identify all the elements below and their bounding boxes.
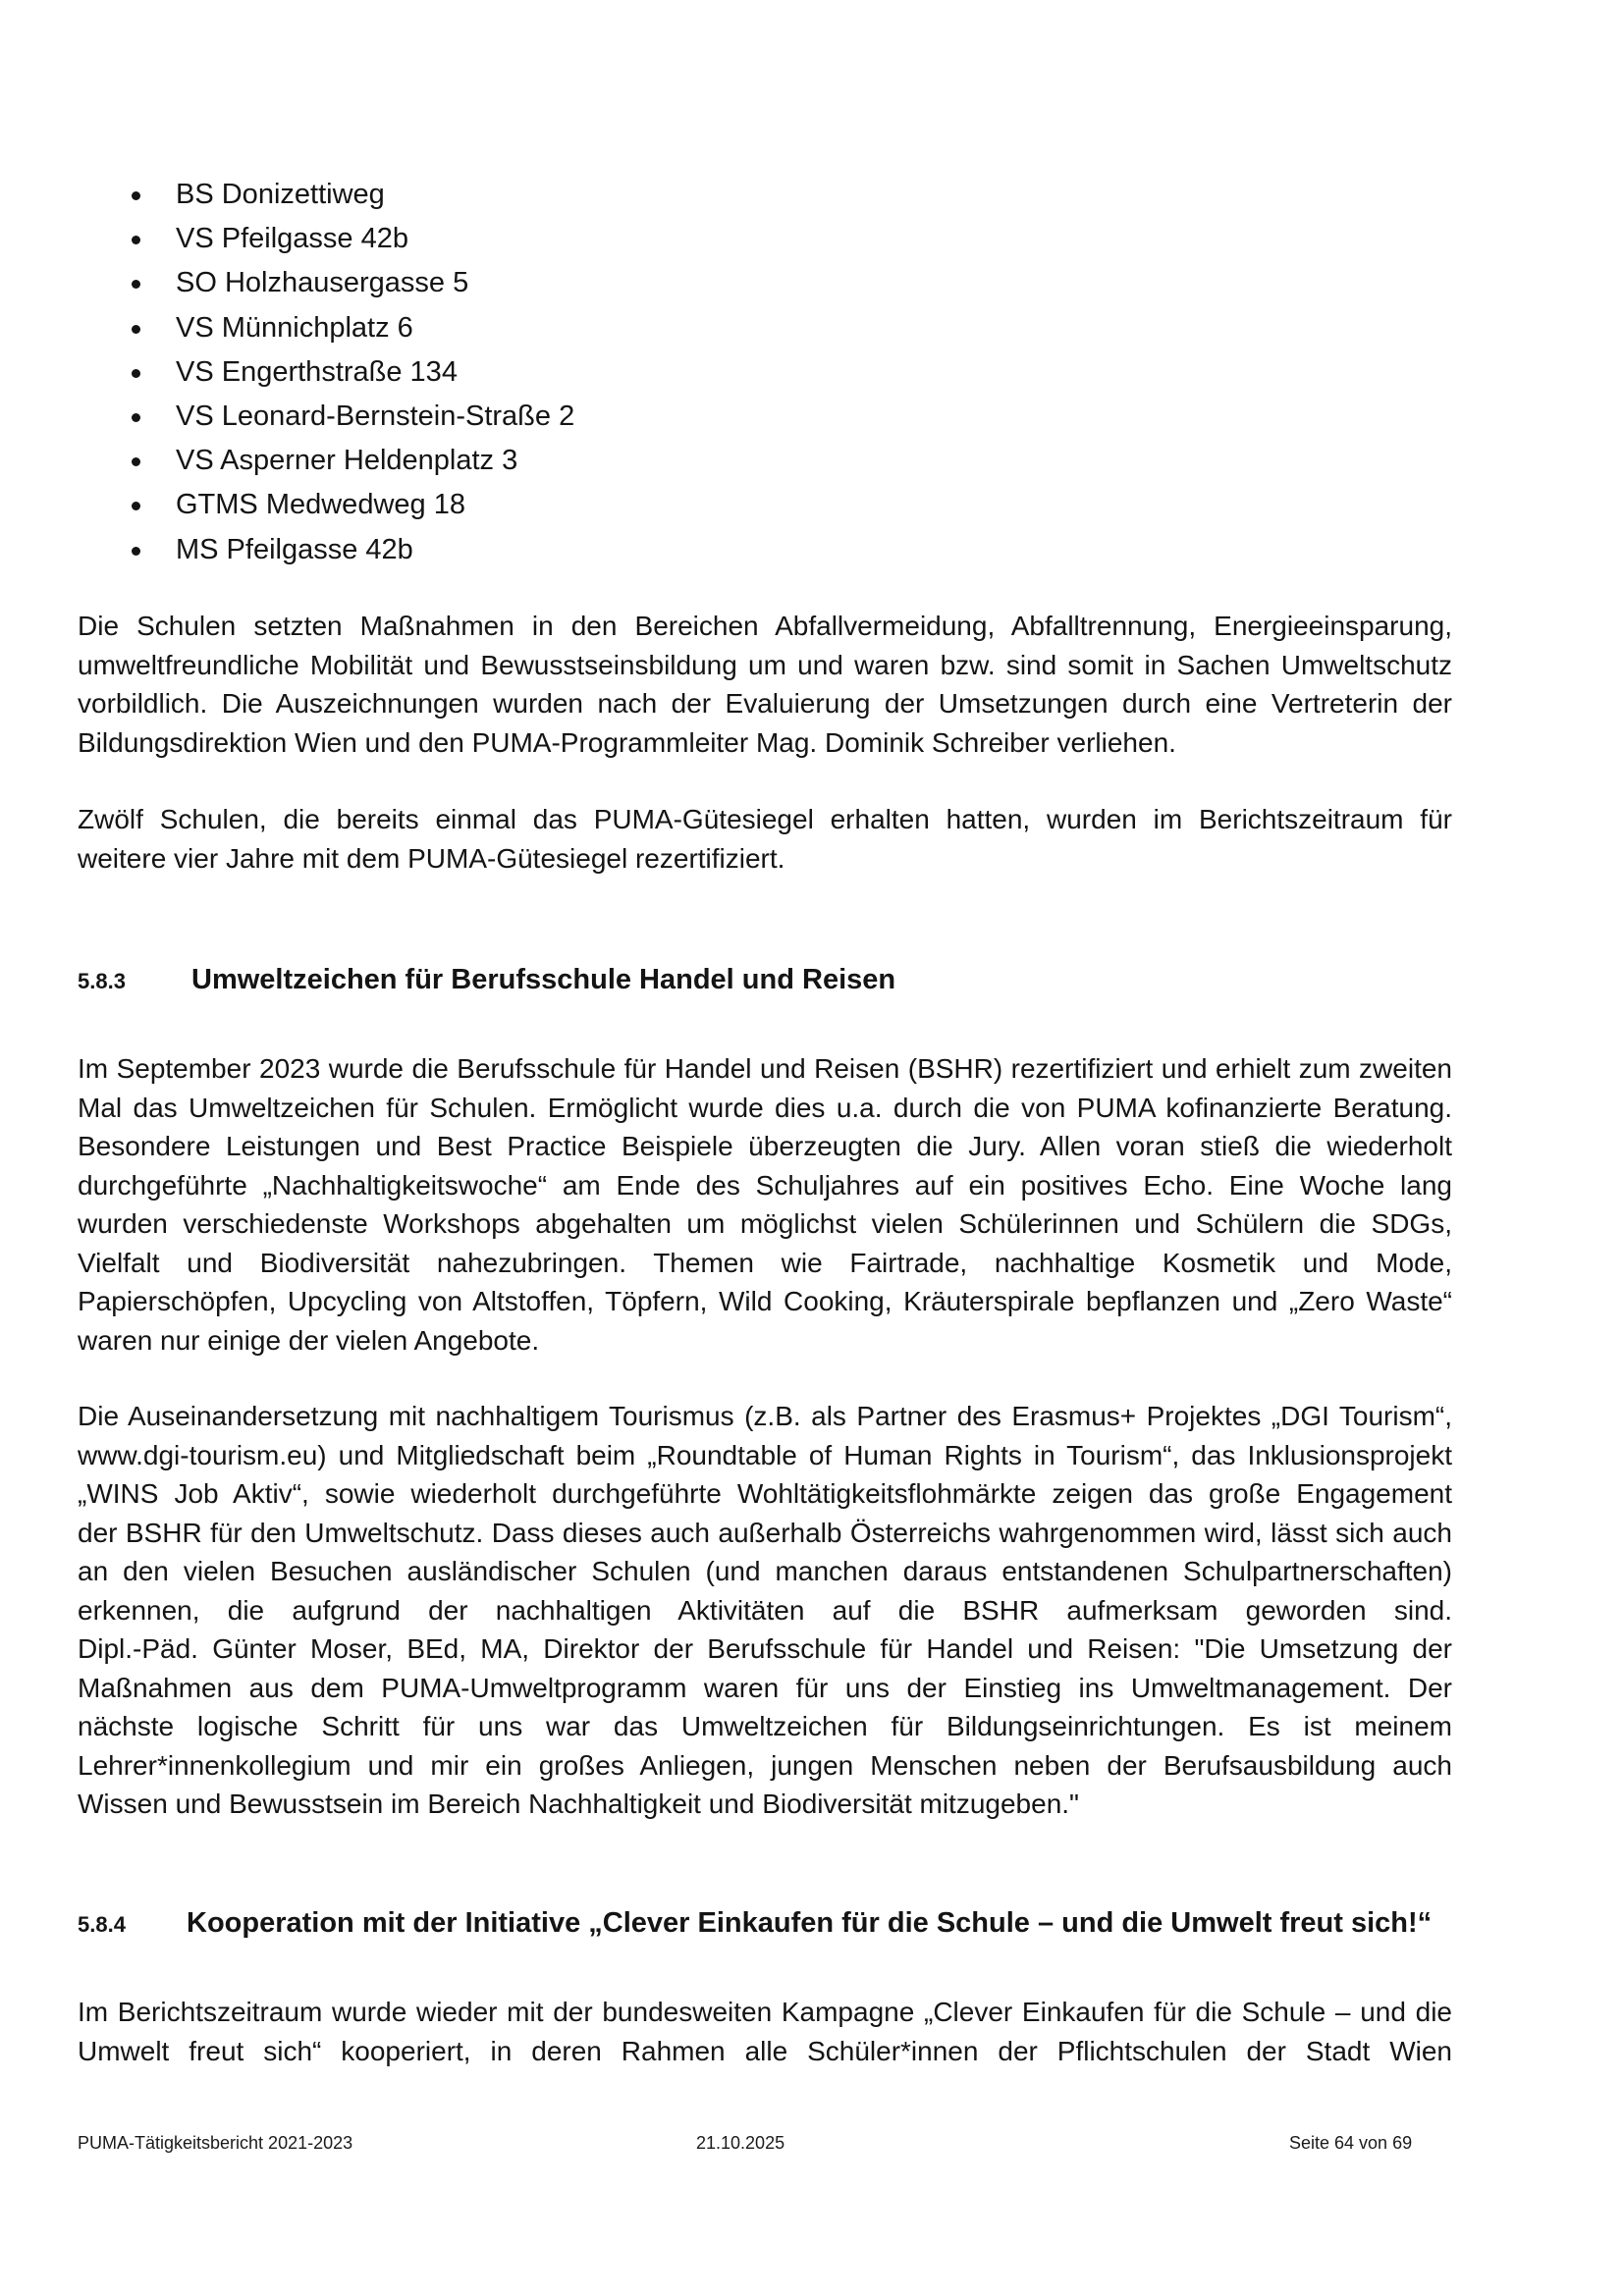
bullet-icon [132,369,140,378]
school-list [78,173,1452,572]
paragraph-recertification: Zwölf Schulen, die bereits einmal das PUMA-Gütesiegel erhalten hatten, wurden im Berichtszeitraum für weitere vier Jahre mit dem PUMA-Gütesiegel rezertifiziert. [78,804,1452,874]
section-title: Kooperation mit der Initiative „Clever Einkaufen für die Schule – und die Umwelt freut sich!“ [187,1907,1433,1939]
paragraph-clever-einkaufen: Im Berichtszeitraum wurde wieder mit der bundesweiten Kampagne „Clever Einkaufen für die Schule – und die Umwelt freut sich“ kooperiert, in deren Rahmen alle Schüler*innen der Pflichtschulen der Stadt Wien [78,1997,1452,2066]
list-item: MS Pfeilgasse 42b [78,528,1452,572]
bullet-icon [132,325,140,334]
paragraph-sustainable-tourism: Die Auseinandersetzung mit nachhaltigem Tourismus (z.B. als Partner des Erasmus+ Projektes „DGI Tourism“, www.dgi-tourism.eu) und Mitgliedschaft beim „Roundtable of Human Rights in Tourism“, das Inklusionsprojekt „WINS Job Aktiv“, sowie wiederholt durchgeführte Wohltätigkeitsflohmärkte zeigen das große Engagement der BSHR für den Umweltschutz. Dass dieses auch außerhalb Österreichs wahrgenommen wird, lässt sich auch an den vielen Besuchen ausländischer Schulen (und manchen daraus entstandenen Schulpartnerschaften) erkennen, die aufgrund der nachhaltigen Aktivitäten auf die BSHR aufmerksam geworden sind. Dipl.-Päd. Günter Moser, BEd, MA, Direktor der Berufsschule für Handel und Reisen: "Die Umsetzung der Maßnahmen aus dem PUMA-Umweltprogramm waren für uns der Einstieg ins Umweltmanagement. Der nächste logische Schritt für uns war das Umweltzeichen für Bildungseinrichtungen. Es ist meinem Lehrer*innenkollegium und mir ein großes Anliegen, jungen Menschen neben der Berufsausbildung auch Wissen und Bewusstsein im Bereich Nachhaltigkeit und Biodiversität mitzugeben." [78,1401,1452,1819]
bullet-icon [132,457,140,466]
list-item: VS Leonard-Bernstein-Straße 2 [78,395,1452,439]
list-item: VS Münnichplatz 6 [78,306,1452,350]
list-item: VS Asperner Heldenplatz 3 [78,439,1452,483]
footer-date: 21.10.2025 [696,2133,785,2153]
section-title: Umweltzeichen für Berufsschule Handel und Reisen [191,964,896,995]
list-item: VS Engerthstraße 134 [78,350,1452,395]
bullet-icon [132,502,140,510]
page-content [78,173,1452,572]
bullet-icon [132,413,140,422]
bullet-icon [132,191,140,200]
bullet-icon [132,547,140,556]
section-number: 5.8.3 [78,969,126,993]
list-item: SO Holzhausergasse 5 [78,261,1452,305]
section-number: 5.8.4 [78,1912,126,1937]
footer-page-number: Seite 64 von 69 [1289,2133,1413,2153]
paragraph-measures: Die Schulen setzten Maßnahmen in den Bereichen Abfallvermeidung, Abfalltrennung, Energieeinsparung, umweltfreundliche Mobilität und Bewusstseinsbildung um und waren bzw. sind somit in Sachen Umweltschutz vorbildlich. Die Auszeichnungen wurden nach der Evaluierung der Umsetzungen durch eine Vertreterin der Bildungsdirektion Wien und den PUMA-Programmleiter Mag. Dominik Schreiber verliehen. [78,611,1452,758]
footer-report-title: PUMA-Tätigkeitsbericht 2021-2023 [78,2133,353,2153]
list-item: VS Pfeilgasse 42b [78,217,1452,261]
bullet-icon [132,280,140,289]
paragraph-bshr-certification: Im September 2023 wurde die Berufsschule für Handel und Reisen (BSHR) rezertifiziert und erhielt zum zweiten Mal das Umweltzeichen für Schulen. Ermöglicht wurde dies u.a. durch die von PUMA kofinanzierte Beratung. Besondere Leistungen und Best Practice Beispiele überzeugten die Jury. Allen voran stieß die wiederholt durchgeführte „Nachhaltigkeitswoche“ am Ende des Schuljahres auf ein positives Echo. Eine Woche lang wurden verschiedenste Workshops abgehalten um möglichst vielen Schülerinnen und Schülern die SDGs, Vielfalt und Biodiversität nahezubringen. Themen wie Fairtrade, nachhaltige Kosmetik und Mode, Papierschöpfen, Upcycling von Altstoffen, Töpfern, Wild Cooking, Kräuterspirale bepflanzen und „Zero Waste“ waren nur einige der vielen Angebote. [78,1053,1452,1356]
list-item: BS Donizettiweg [78,173,1452,217]
bullet-icon [132,236,140,244]
list-item: GTMS Medwedweg 18 [78,483,1452,527]
